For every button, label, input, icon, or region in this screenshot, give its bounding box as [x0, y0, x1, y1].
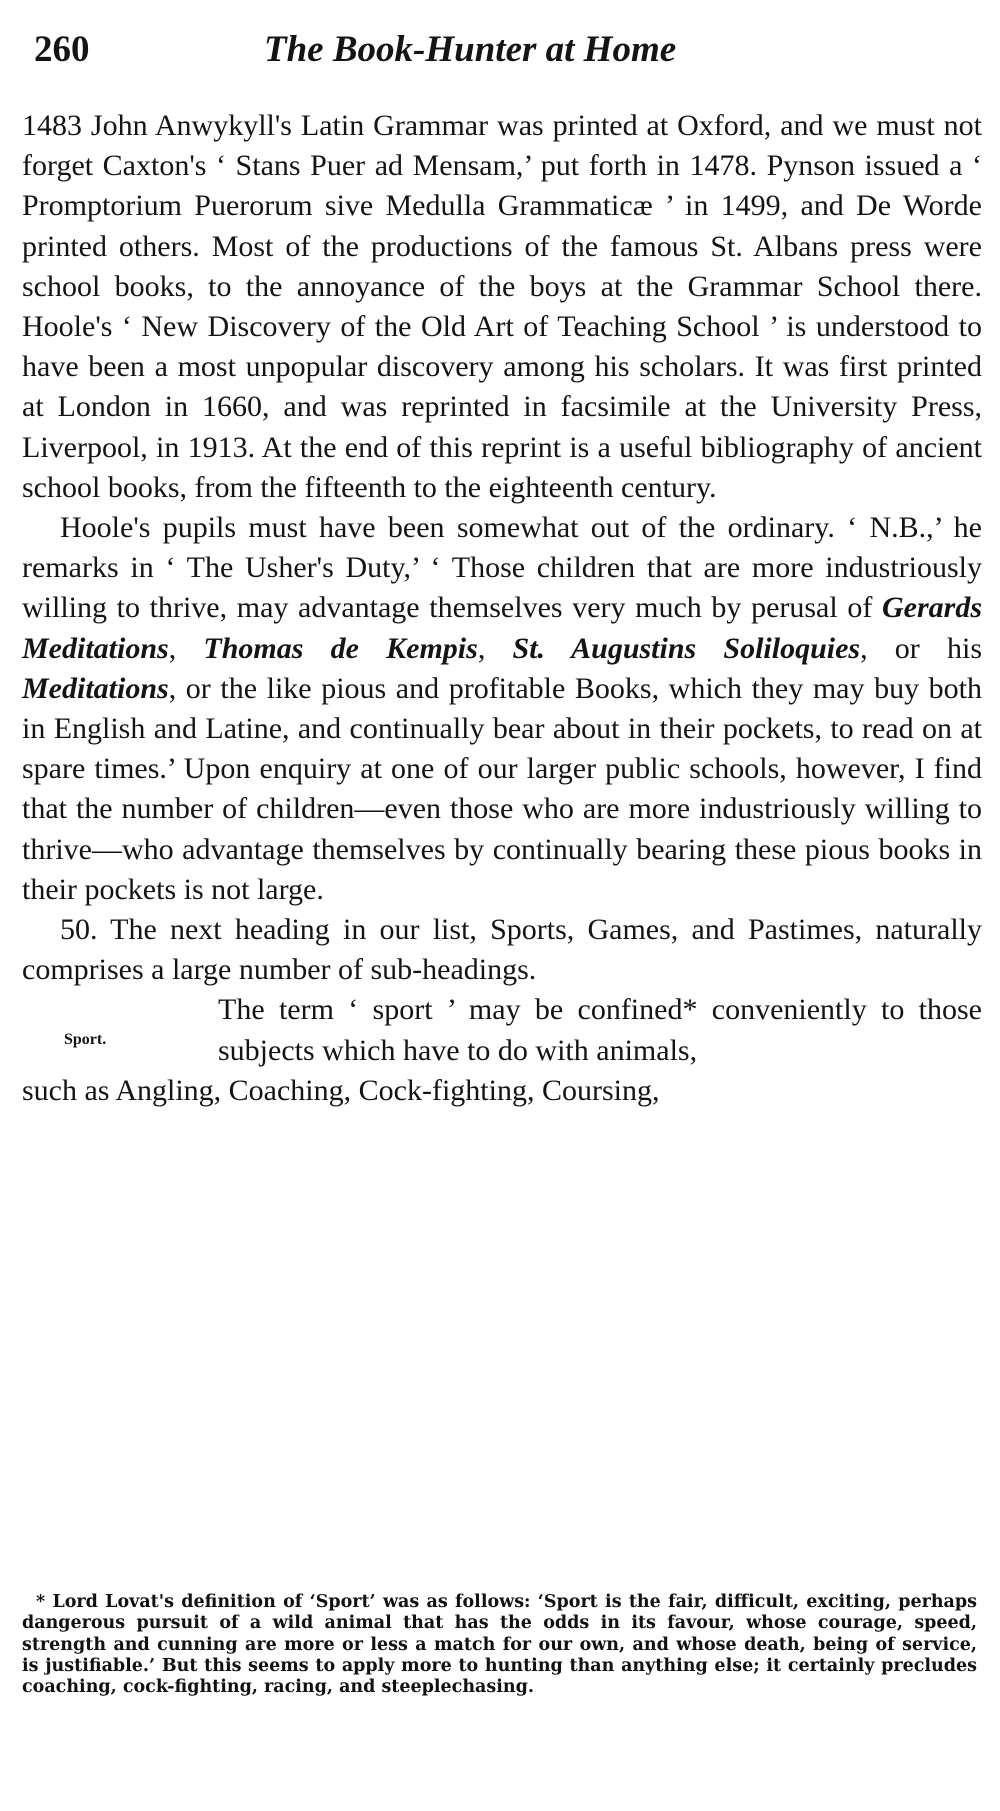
body-text [22, 106, 982, 1111]
paragraph-school-books: 1483 John Anwykyll's Latin Grammar was printed at Oxford, and we must not forget Caxton's ‘ Stans Puer ad Mensam,’ put forth in 1478. Pynson issued a ‘ Promptorium Puerorum sive Medulla Grammaticæ ’ in 1499, and De Worde printed others. Most of the productions of the famous St. Albans press were school books, to the annoyance of the boys at the Grammar School there. Hoole's ‘ New Discovery of the Old Art of Teaching School ’ is understood to have been a most unpopular discovery among his scholars. It was first printed at London in 1660, and was reprinted in facsimile at the University Press, Liverpool, in 1913. At the end of this reprint is a useful bibliography of ancient school books, from the fifteenth to the eighteenth century. [22, 109, 982, 504]
text-run: , [477, 631, 513, 665]
page-number: 260 [34, 29, 90, 70]
italic-title: Meditations [22, 671, 169, 705]
italic-title: Thomas de Kempis [203, 631, 478, 665]
sport-continuation-text: such as Angling, Coaching, Cock-fighting, Coursing, [22, 1073, 660, 1107]
text-run: , [168, 631, 204, 665]
running-title: The Book-Hunter at Home [264, 29, 677, 70]
paragraph-sports-heading: 50. The next heading in our list, Sports, Games, and Pastimes, naturally comprises a large number of sub-headings. [22, 913, 982, 987]
italic-title: St. Augustins Soliloquies [512, 631, 861, 665]
sport-lead-text: The term ‘ sport ’ may be confined* conveniently to those subjects which have to do with animals, [218, 993, 982, 1067]
italic-title: Gerards Meditations [22, 591, 982, 665]
text-run: , or his [860, 631, 983, 665]
text-run: , or the like pious and profitable Books, which they may buy both in English and Latine, and continually bear about in their pockets, to read on at spare times.’ Upon enquiry at one of our larger public schools, however, I find that the number of children—even those who are more industriously willing to thrive—who advantage themselves by continually bearing these pious books in their pockets is not large. [22, 671, 982, 906]
footnote [22, 1592, 977, 1698]
text-run: Hoole's pupils must have been somewhat out of the ordinary. ‘ N.B.,’ he remarks in ‘ The Usher's Duty,’ ‘ Those children that are more industriously willing to thrive, may advantage themselves very much by perusal of [22, 511, 982, 625]
footnote-text: * Lord Lovat's definition of ‘Sport’ was as follows: ‘Sport is the fair, difficult, exciting, perhaps dangerous pursuit of a wild animal that has the odds in its favour, whose courage, speed, strength and cunning are more or less a match for our own, and whose death, being of service, is justifiable.’ But this seems to apply more to hunting than anything else; it certainly precludes coaching, cock-fighting, racing, and steeplechasing. [22, 1592, 977, 1698]
page-header [34, 28, 984, 78]
paragraph-sport [22, 990, 982, 1111]
paragraph-hoole-pupils [22, 508, 982, 910]
margin-note: Sport. [64, 1031, 107, 1049]
